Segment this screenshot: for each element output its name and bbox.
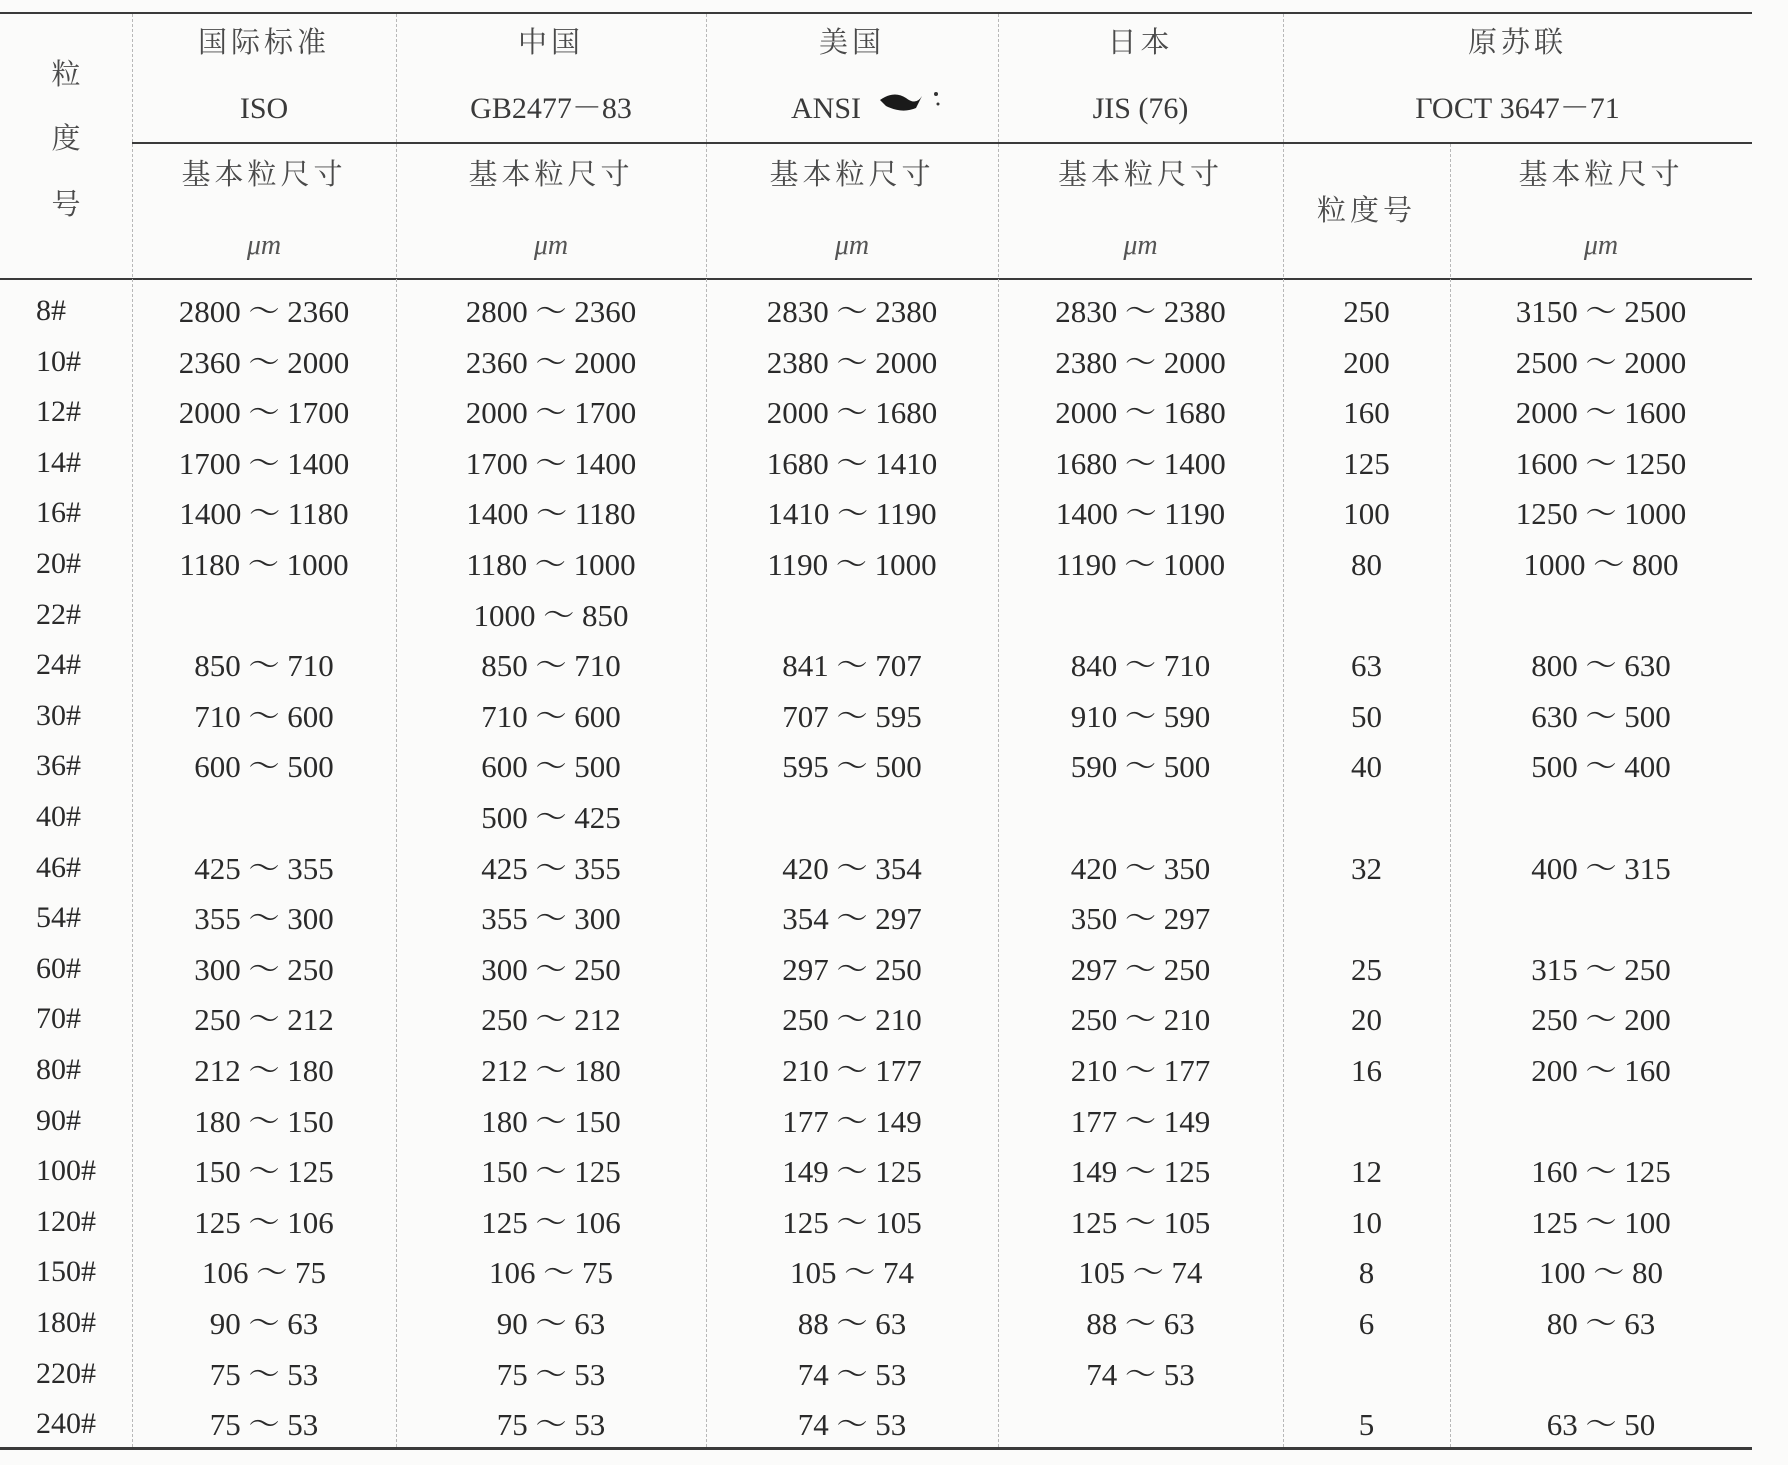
table-cell-gb: 2000 ～ 1700 [465, 395, 637, 430]
top-rule [0, 12, 1752, 14]
table-cell-gost-no: 40 [1351, 749, 1382, 784]
ansi-code: ANSI [790, 92, 861, 125]
table-cell-iso: 300 ～ 250 [194, 952, 334, 987]
table-cell-ansi: 841 ～ 707 [782, 648, 922, 683]
table-cell-gost: 2000 ～ 1600 [1515, 395, 1687, 430]
table-cell-grit: 40# [36, 800, 81, 833]
table-cell-grit: 22# [36, 598, 81, 631]
table-cell-gost-no: 25 [1351, 952, 1382, 987]
ansi-unit: μm [834, 230, 870, 261]
table-cell-gb: 1000 ～ 850 [473, 598, 629, 633]
table-cell-ansi: 74 ～ 53 [797, 1407, 907, 1442]
table-cell-gost: 80 ～ 63 [1546, 1306, 1656, 1341]
table-cell-iso: 180 ～ 150 [194, 1104, 334, 1139]
table-cell-iso: 125 ～ 106 [194, 1205, 334, 1240]
grit-header-char-2: 度 [51, 121, 85, 155]
table-cell-ansi: 250 ～ 210 [782, 1002, 922, 1037]
table-cell-grit: 24# [36, 648, 81, 681]
table-cell-jis: 420 ～ 350 [1070, 851, 1211, 886]
table-cell-grit: 120# [36, 1205, 96, 1238]
gb-name: 中国 [517, 25, 584, 59]
table-cell-iso: 212 ～ 180 [194, 1053, 334, 1088]
table-cell-gb: 2360 ～ 2000 [465, 345, 637, 380]
table-cell-gost: 2500 ～ 2000 [1515, 345, 1687, 380]
jis-code: JIS (76) [1092, 92, 1189, 125]
table-cell-grit: 46# [36, 851, 81, 884]
table-cell-gb: 500 ～ 425 [481, 800, 621, 835]
table-cell-jis: 210 ～ 177 [1070, 1053, 1211, 1088]
table-cell-iso: 425 ～ 355 [194, 851, 334, 886]
table-cell-grit: 10# [36, 345, 81, 378]
table-cell-ansi: 1680 ～ 1410 [766, 446, 938, 481]
table-cell-ansi: 2830 ～ 2380 [766, 294, 938, 329]
table-cell-grit: 70# [36, 1002, 81, 1035]
table-cell-jis: 105 ～ 74 [1078, 1255, 1203, 1290]
grit-header-char-3: 号 [51, 187, 85, 221]
gost-grade-header: 粒度号 [1316, 193, 1416, 227]
gb-code: GB2477－83 [470, 92, 632, 125]
gost-name: 原苏联 [1467, 25, 1567, 59]
table-cell-gost-no: 125 [1343, 446, 1390, 481]
table-cell-jis: 88 ～ 63 [1086, 1306, 1195, 1341]
table-cell-gost-no: 160 [1343, 395, 1390, 430]
table-cell-ansi: 595 ～ 500 [782, 749, 922, 784]
grit-header-char-1: 粒 [51, 57, 85, 91]
table-cell-iso: 600 ～ 500 [194, 749, 334, 784]
table-cell-gb: 75 ～ 53 [496, 1357, 606, 1392]
table-cell-ansi: 707 ～ 595 [782, 699, 922, 734]
table-cell-gb: 1400 ～ 1180 [466, 496, 636, 531]
table-cell-ansi: 297 ～ 250 [782, 952, 922, 987]
jis-sub-header: 基本粒尺寸 [1057, 157, 1223, 191]
table-cell-jis: 125 ～ 105 [1070, 1205, 1211, 1240]
table-cell-gost: 1600 ～ 1250 [1515, 446, 1687, 481]
table-cell-ansi: 177 ～ 149 [782, 1104, 922, 1139]
col-sep-6 [1450, 144, 1451, 1447]
table-cell-grit: 36# [36, 749, 81, 782]
table-cell-gost-no: 10 [1351, 1205, 1382, 1240]
table-cell-gost: 400 ～ 315 [1531, 851, 1671, 886]
bottom-rule [0, 1447, 1752, 1450]
table-cell-jis: 840 ～ 710 [1070, 648, 1211, 683]
table-cell-jis: 1190 ～ 1000 [1055, 547, 1226, 582]
table-cell-jis: 2380 ～ 2000 [1055, 345, 1226, 380]
table-cell-grit: 90# [36, 1104, 81, 1137]
table-cell-gost-no: 12 [1351, 1154, 1382, 1189]
table-cell-grit: 180# [36, 1306, 96, 1339]
table-cell-gb: 250 ～ 212 [481, 1002, 621, 1037]
gb-unit: μm [533, 230, 569, 261]
table-cell-iso: 1180 ～ 1000 [179, 547, 349, 582]
table-cell-grit: 220# [36, 1357, 96, 1390]
table-cell-jis: 590 ～ 500 [1070, 749, 1211, 784]
table-cell-gost: 250 ～ 200 [1531, 1002, 1671, 1037]
table-cell-jis: 910 ～ 590 [1070, 699, 1211, 734]
table-cell-gost: 315 ～ 250 [1531, 952, 1671, 987]
table-cell-gost-no: 80 [1351, 547, 1382, 582]
table-cell-gost-no: 250 [1343, 294, 1390, 329]
table-cell-ansi: 74 ～ 53 [797, 1357, 907, 1392]
table-cell-ansi: 2380 ～ 2000 [766, 345, 938, 380]
table-cell-ansi: 88 ～ 63 [797, 1306, 907, 1341]
table-cell-jis: 74 ～ 53 [1086, 1357, 1195, 1392]
table-cell-gost: 630 ～ 500 [1531, 699, 1671, 734]
table-cell-iso: 710 ～ 600 [194, 699, 334, 734]
table-cell-iso: 75 ～ 53 [209, 1357, 319, 1392]
table-cell-iso: 1700 ～ 1400 [178, 446, 350, 481]
table-cell-ansi: 125 ～ 105 [782, 1205, 922, 1240]
table-cell-jis: 177 ～ 149 [1070, 1104, 1211, 1139]
table-cell-iso: 355 ～ 300 [194, 901, 334, 936]
table-cell-ansi: 1190 ～ 1000 [767, 547, 937, 582]
table-cell-gb: 710 ～ 600 [481, 699, 621, 734]
table-cell-gost: 800 ～ 630 [1531, 648, 1671, 683]
table-cell-gb: 2800 ～ 2360 [465, 294, 637, 329]
table-cell-gb: 1700 ～ 1400 [465, 446, 637, 481]
table-cell-gost: 125 ～ 100 [1531, 1205, 1671, 1240]
table-cell-ansi: 354 ～ 297 [782, 901, 922, 936]
table-cell-iso: 2000 ～ 1700 [178, 395, 350, 430]
table-cell-ansi: 1410 ～ 1190 [767, 496, 937, 531]
table-cell-iso: 2800 ～ 2360 [178, 294, 350, 329]
table-cell-gb: 180 ～ 150 [481, 1104, 621, 1139]
table-cell-gb: 425 ～ 355 [481, 851, 621, 886]
table-cell-gost: 1000 ～ 800 [1523, 547, 1679, 582]
jis-unit: μm [1123, 230, 1158, 261]
table-cell-gb: 600 ～ 500 [481, 749, 621, 784]
table-cell-gb: 355 ～ 300 [481, 901, 621, 936]
table-cell-iso: 1400 ～ 1180 [179, 496, 349, 531]
table-cell-iso: 90 ～ 63 [209, 1306, 319, 1341]
table-cell-grit: 8# [36, 294, 66, 327]
table-cell-iso: 150 ～ 125 [194, 1154, 334, 1189]
table-cell-gost-no: 100 [1343, 496, 1390, 531]
table-cell-grit: 54# [36, 901, 81, 934]
table-cell-gost-no: 5 [1358, 1407, 1375, 1442]
gost-unit: μm [1583, 230, 1619, 261]
table-cell-gost-no: 20 [1351, 1002, 1382, 1037]
table-cell-gost-no: 16 [1351, 1053, 1382, 1088]
table-cell-grit: 20# [36, 547, 81, 580]
table-cell-ansi: 105 ～ 74 [790, 1255, 914, 1290]
table-cell-jis: 149 ～ 125 [1070, 1154, 1211, 1189]
table-cell-gost: 100 ～ 80 [1539, 1255, 1663, 1290]
table-cell-gost-no: 6 [1358, 1306, 1375, 1341]
table-cell-jis: 297 ～ 250 [1070, 952, 1211, 987]
ink-smudge-mark [876, 86, 946, 120]
header-mid-rule [132, 142, 1752, 144]
table-cell-ansi: 210 ～ 177 [782, 1053, 922, 1088]
gost-code: ГОСТ 3647－71 [1415, 92, 1620, 125]
table-cell-gb: 850 ～ 710 [481, 648, 621, 683]
table-cell-jis: 1400 ～ 1190 [1055, 496, 1226, 531]
table-cell-iso: 75 ～ 53 [209, 1407, 319, 1442]
table-cell-grit: 30# [36, 699, 81, 732]
table-cell-iso: 850 ～ 710 [194, 648, 334, 683]
table-cell-gost-no: 50 [1351, 699, 1382, 734]
iso-name: 国际标准 [197, 25, 330, 59]
iso-code: ISO [239, 92, 289, 125]
table-cell-jis: 350 ～ 297 [1070, 901, 1211, 936]
table-cell-iso: 2360 ～ 2000 [178, 345, 350, 380]
table-cell-jis: 2830 ～ 2380 [1055, 294, 1226, 329]
table-cell-gost: 160 ～ 125 [1531, 1154, 1671, 1189]
iso-unit: μm [246, 230, 282, 261]
iso-sub-header: 基本粒尺寸 [181, 157, 347, 191]
table-cell-gb: 90 ～ 63 [496, 1306, 606, 1341]
table-cell-gost: 1250 ～ 1000 [1515, 496, 1687, 531]
ansi-sub-header: 基本粒尺寸 [769, 157, 935, 191]
table-cell-gb: 125 ～ 106 [481, 1205, 621, 1240]
table-cell-gost-no: 63 [1351, 648, 1382, 683]
table-cell-gost: 200 ～ 160 [1531, 1053, 1671, 1088]
table-cell-gb: 1180 ～ 1000 [466, 547, 636, 582]
table-cell-gb: 75 ～ 53 [496, 1407, 606, 1442]
table-cell-jis: 1680 ～ 1400 [1055, 446, 1226, 481]
jis-name: 日本 [1107, 25, 1174, 59]
table-cell-grit: 240# [36, 1407, 96, 1440]
table-cell-grit: 80# [36, 1053, 81, 1086]
gost-sub-header: 基本粒尺寸 [1518, 157, 1684, 191]
table-cell-iso: 250 ～ 212 [194, 1002, 334, 1037]
table-cell-ansi: 2000 ～ 1680 [766, 395, 938, 430]
table-cell-grit: 100# [36, 1154, 96, 1187]
table-cell-gb: 150 ～ 125 [481, 1154, 621, 1189]
ansi-name: 美国 [818, 25, 885, 59]
table-cell-iso: 106 ～ 75 [202, 1255, 326, 1290]
table-cell-grit: 150# [36, 1255, 96, 1288]
table-cell-gb: 106 ～ 75 [489, 1255, 613, 1290]
table-cell-gb: 212 ～ 180 [481, 1053, 621, 1088]
table-cell-gost: 3150 ～ 2500 [1515, 294, 1687, 329]
table-cell-jis: 2000 ～ 1680 [1055, 395, 1226, 430]
table-cell-ansi: 420 ～ 354 [782, 851, 922, 886]
table-cell-ansi: 149 ～ 125 [782, 1154, 922, 1189]
table-cell-grit: 16# [36, 496, 81, 529]
table-cell-gost-no: 32 [1351, 851, 1382, 886]
table-cell-gost: 500 ～ 400 [1531, 749, 1671, 784]
table-cell-gost-no: 200 [1343, 345, 1390, 380]
table-cell-grit: 12# [36, 395, 81, 428]
table-cell-gost: 63 ～ 50 [1546, 1407, 1656, 1442]
table-cell-jis: 250 ～ 210 [1070, 1002, 1211, 1037]
table-cell-gost-no: 8 [1358, 1255, 1375, 1290]
table-cell-grit: 14# [36, 446, 81, 479]
gb-sub-header: 基本粒尺寸 [468, 157, 634, 191]
table-cell-grit: 60# [36, 952, 81, 985]
header-bottom-rule [0, 278, 1752, 280]
table-cell-gb: 300 ～ 250 [481, 952, 621, 987]
